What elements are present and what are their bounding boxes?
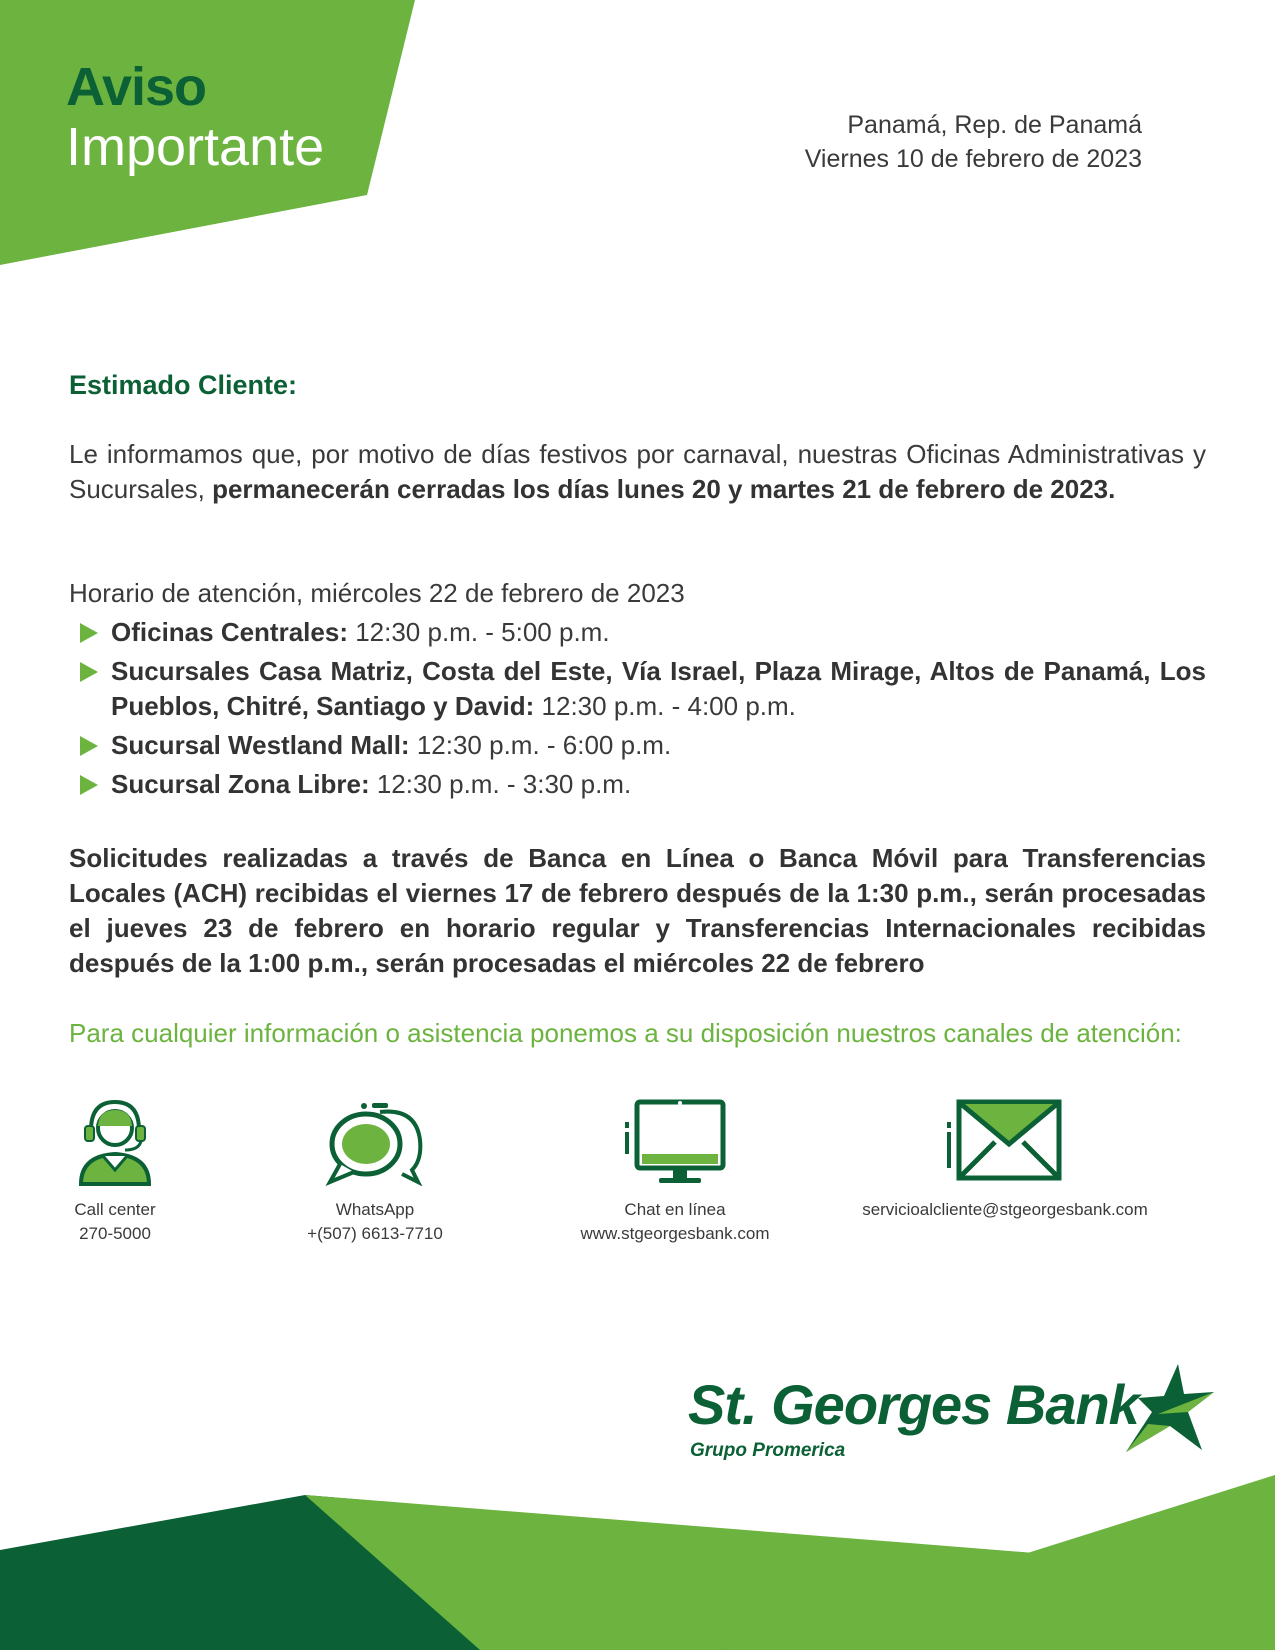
schedule-place: Sucursal Westland Mall:: [111, 730, 410, 760]
greeting: Estimado Cliente:: [69, 370, 298, 400]
contact-intro: Para cualquier información o asistencia ponemos a su disposición nuestros canales de atención:: [69, 1018, 1182, 1048]
arrow-bullet-icon: [80, 775, 98, 795]
call-center-label: Call center: [74, 1200, 156, 1219]
envelope-icon: [945, 1098, 1065, 1186]
whatsapp-label: WhatsApp: [335, 1200, 415, 1219]
notice-title: [66, 57, 325, 177]
arrow-bullet-icon: [80, 736, 98, 756]
intro-text: Le informamos que, por motivo de días festivos por carnaval, nuestras Oficinas Administrativas y Sucursales,: [69, 439, 1206, 504]
email-address[interactable]: servicioalcliente@stgeorgesbank.com: [862, 1200, 1148, 1219]
schedule-item: [78, 767, 1206, 802]
intro-paragraph: [69, 437, 1206, 507]
footer-green-shape: [0, 1475, 1275, 1650]
headset-agent-icon: [73, 1098, 157, 1186]
intro-closure-text: permanecerán cerradas los días lunes 20 y martes 21 de febrero de 2023.: [212, 474, 1116, 504]
arrow-bullet-icon: [80, 662, 98, 682]
title-bold: Aviso: [66, 57, 207, 117]
call-center-number[interactable]: 270-5000: [79, 1224, 151, 1243]
schedule-place: Sucursal Zona Libre:: [111, 769, 370, 799]
schedule-list: [78, 615, 1206, 806]
schedule-item: [78, 728, 1206, 763]
online-chat-channel: [560, 1098, 790, 1246]
call-center-channel: [55, 1098, 175, 1246]
schedule-item: [78, 615, 1206, 650]
online-chat-label: Chat en línea: [624, 1200, 726, 1219]
star-icon: [1118, 1364, 1214, 1454]
email-channel: [840, 1098, 1170, 1222]
schedule-hours: 12:30 p.m. - 5:00 p.m.: [347, 617, 610, 647]
location: Panamá, Rep. de Panamá: [847, 111, 1142, 139]
schedule-hours: 12:30 p.m. - 6:00 p.m.: [409, 730, 672, 760]
schedule-hours: 12:30 p.m. - 3:30 p.m.: [369, 769, 632, 799]
logo-subtitle: Grupo Promerica: [690, 1440, 846, 1461]
whatsapp-number[interactable]: +(507) 6613-7710: [307, 1224, 443, 1243]
schedule-place: Sucursales Casa Matriz, Costa del Este, Vía Israel, Plaza Mirage, Altos de Panamá, Los Pueblos, Chitré, Santiago y David:: [111, 656, 1206, 721]
schedule-item: [78, 654, 1206, 724]
title-light: Importante: [66, 117, 325, 177]
chat-bubbles-icon: [320, 1098, 430, 1186]
schedule-hours: 12:30 p.m. - 4:00 p.m.: [534, 691, 796, 721]
schedule-place: Oficinas Centrales:: [111, 617, 348, 647]
schedule-heading: Horario de atención, miércoles 22 de febrero de 2023: [69, 578, 685, 608]
monitor-icon: [623, 1098, 727, 1186]
bank-logo: [688, 1372, 1218, 1472]
whatsapp-channel: [285, 1098, 465, 1246]
arrow-bullet-icon: [80, 623, 98, 643]
transfers-paragraph: Solicitudes realizadas a través de Banca en Línea o Banca Móvil para Transferencias Locales (ACH) recibidas el viernes 17 de febrero después de la 1:30 p.m., serán procesadas el jueves 23 de febrero en horario regular y Transferencias Internacionales recibidas después de la 1:00 p.m., serán procesadas el miércoles 22 de febrero: [69, 843, 1206, 978]
website-link[interactable]: www.stgeorgesbank.com: [580, 1224, 770, 1243]
logo-name: St. Georges Bank: [688, 1373, 1139, 1436]
date: Viernes 10 de febrero de 2023: [804, 145, 1142, 173]
location-date: [805, 108, 1142, 176]
